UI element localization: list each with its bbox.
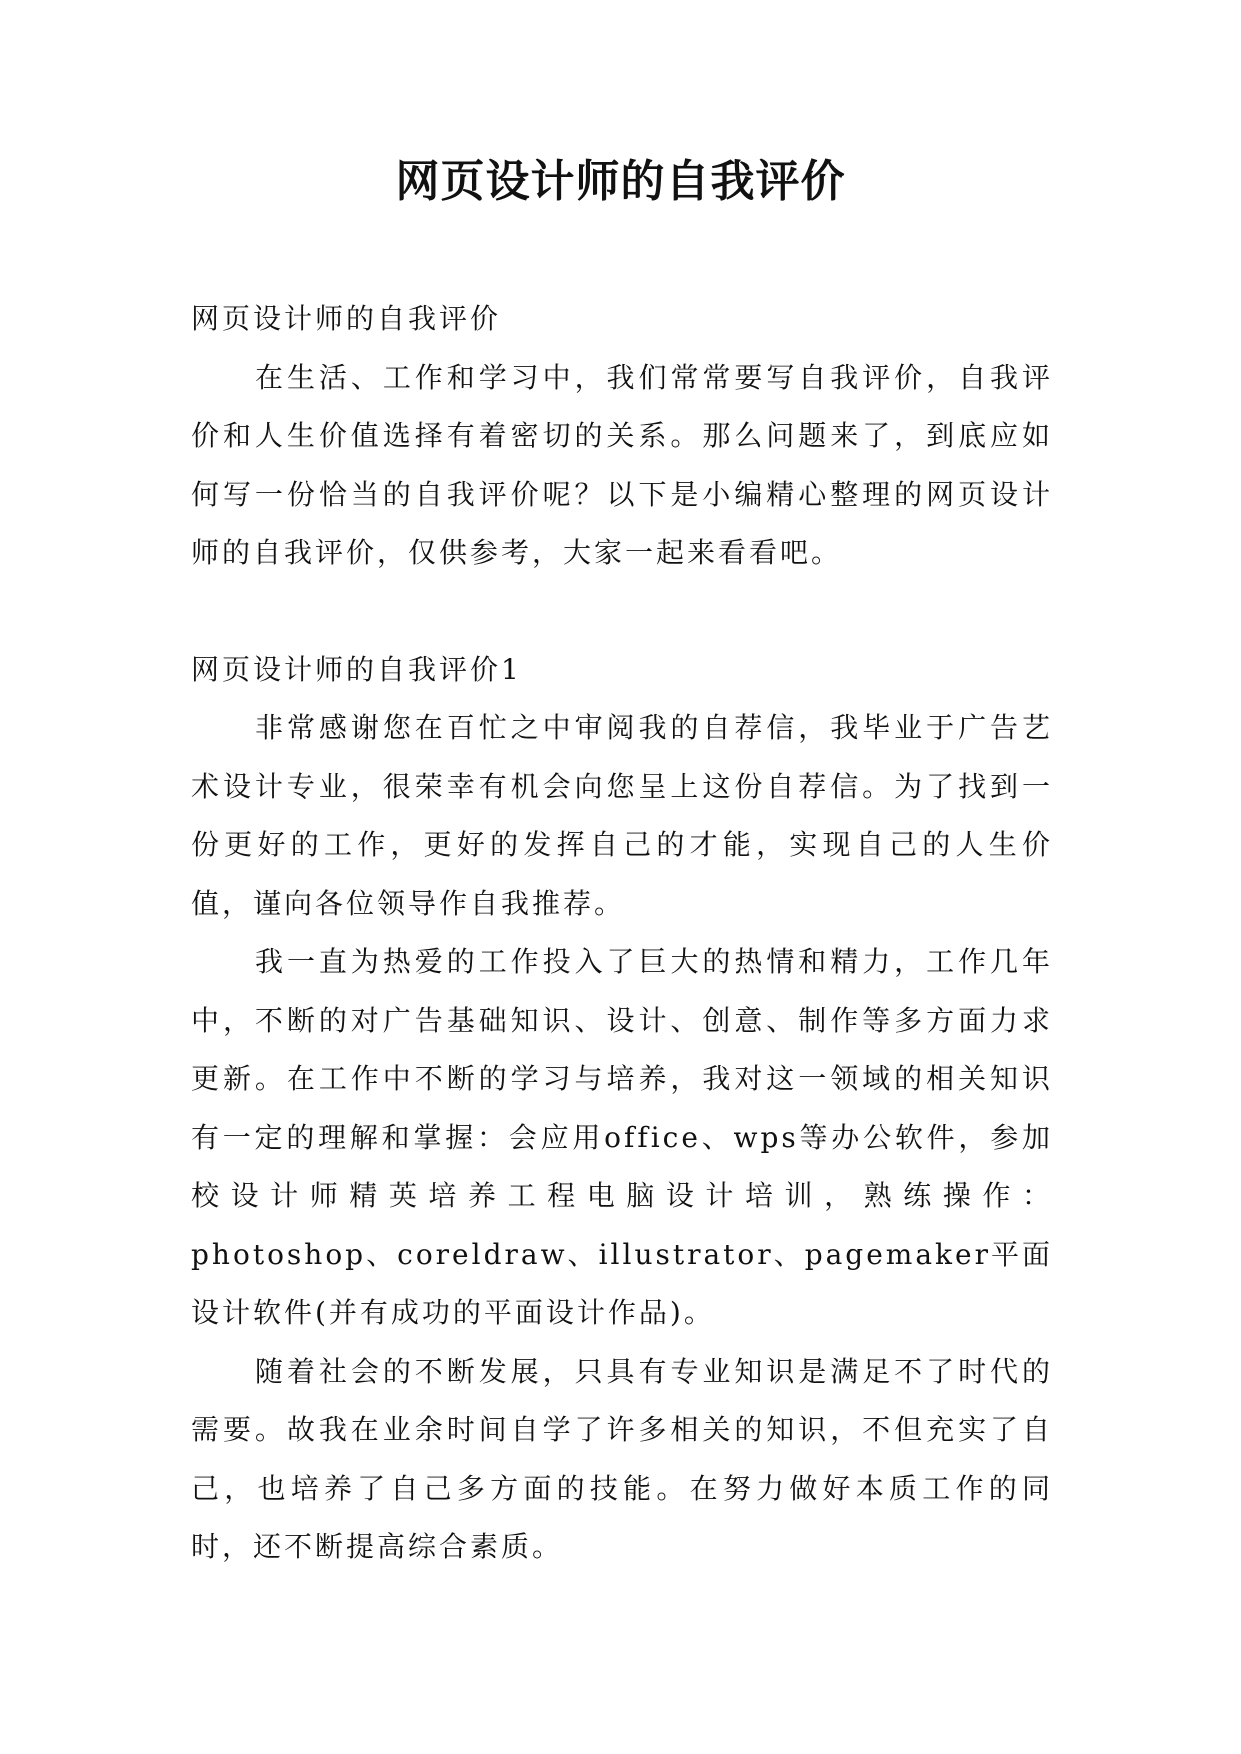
body-paragraph: 我一直为热爱的工作投入了巨大的热情和精力，工作几年中，不断的对广告基础知识、设计、创意、制作等多方面力求更新。在工作中不断的学习与培养，我对这一领域的相关知识有一定的理解和掌握：会应用office、wps等办公软件，参加校设计师精英培养工程电脑设计培训，熟练操作：photoshop、coreldraw、illustrator、pagemaker平面设计软件(并有成功的平面设计作品)。	[191, 945, 1053, 1329]
section-spacer	[191, 583, 1053, 641]
section-heading: 网页设计师的自我评价	[191, 302, 502, 335]
body-paragraph: 非常感谢您在百忙之中审阅我的自荐信，我毕业于广告艺术设计专业，很荣幸有机会向您呈上这份自荐信。为了找到一份更好的工作，更好的发挥自己的才能，实现自己的人生价值，谨向各位领导作自我推荐。	[191, 711, 1053, 920]
document-title: 网页设计师的自我评价	[395, 156, 846, 207]
section-heading: 网页设计师的自我评价1	[191, 652, 522, 686]
intro-paragraph: 在生活、工作和学习中，我们常常要写自我评价，自我评价和人生价值选择有着密切的关系。那么问题来了，到底应如何写一份恰当的自我评价呢？以下是小编精心整理的网页设计师的自我评价，仅供参考，大家一起来看看吧。	[191, 360, 1053, 569]
body-paragraph: 随着社会的不断发展，只具有专业知识是满足不了时代的需要。故我在业余时间自学了许多相关的知识，不但充实了自己，也培养了自己多方面的技能。在努力做好本质工作的同时，还不断提高综合素质。	[191, 1354, 1053, 1563]
document-body	[191, 290, 1053, 1577]
